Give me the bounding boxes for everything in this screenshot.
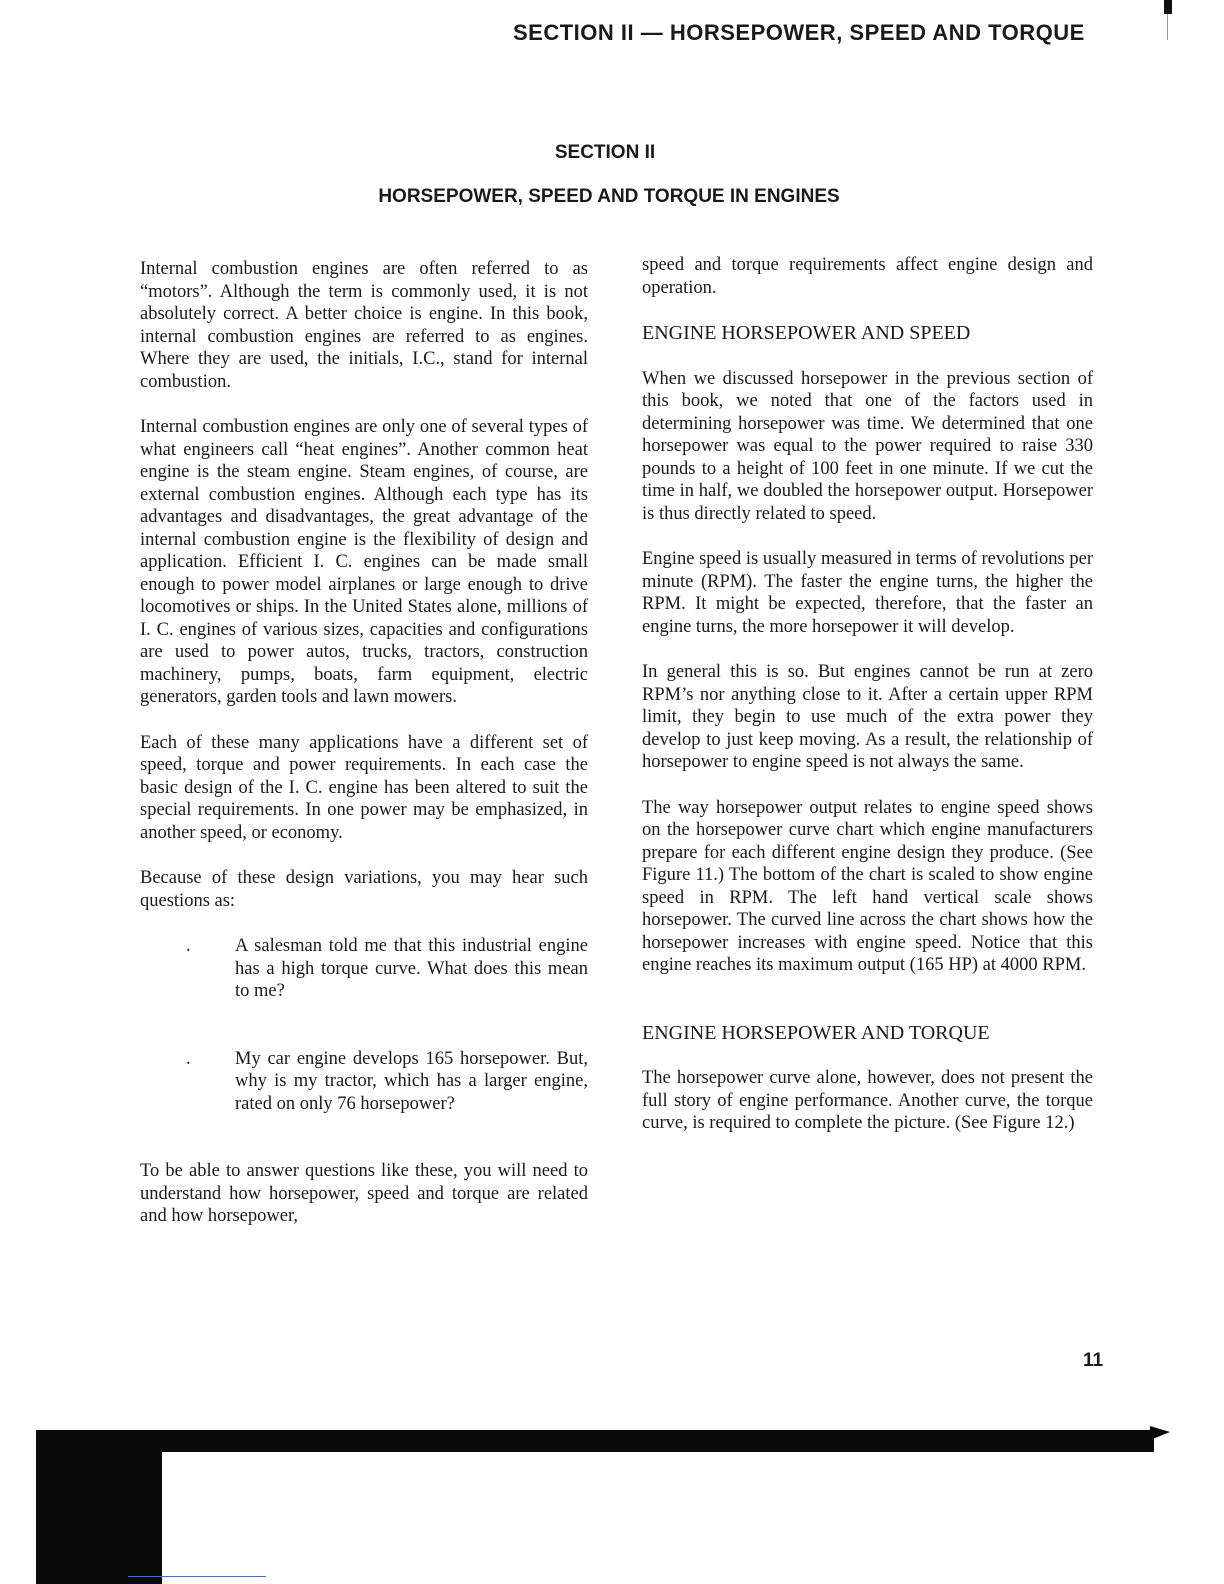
paragraph: Internal combustion engines are often referred to as “motors”. Although the term is commonly used, it is not absolutely correct. A better choice is engine. In this book, internal combustion engines are referred to as engines. Where they are used, the initials, I.C., stand for internal combustion. [140,259,588,392]
paragraph: Each of these many applications have a different set of speed, torque and power requirements. In each case the basic design of the I. C. engine has been altered to suit the special requirements. In one power may be emphasized, in another speed, or economy. [140,732,588,843]
section-title: HORSEPOWER, SPEED AND TORQUE IN ENGINES [378,186,840,207]
bullet-marker: . [186,936,191,956]
bullet-marker: . [186,1048,191,1069]
question-item [140,1048,588,1116]
question-text: My car engine develops 165 horsepower. But, why is my tractor, which has a larger engine, rated on only 76 horsepower? [235,1048,588,1114]
left-column [140,258,588,1251]
paragraph: Engine speed is usually measured in terms of revolutions per minute (RPM). The faster the engine turns, the higher the RPM. It might be expected, therefore, that the faster an engine turns, the more horsepower it will develop. [642,549,1093,637]
paragraph: When we discussed horsepower in the previous section of this book, we noted that one of the factors used in determining horsepower was time. We determined that one horsepower was equal to the power required to raise 330 pounds to a height of 100 feet in one minute. If we cut the time in half, we doubled the horsepower output. Horsepower is thus directly related to speed. [642,368,1093,524]
paragraph: The horsepower curve alone, however, does not present the full story of engine performance. Another curve, the torque curve, is required to complete the picture. (See Figure 12.) [642,1068,1093,1133]
question-item [140,935,588,1003]
scan-corner-tick [1167,14,1168,40]
paragraph: Because of these design variations, you may hear such questions as: [140,868,588,911]
section-label: SECTION II [554,142,656,163]
paragraph: In general this is so. But engines cannot be run at zero RPM’s nor anything close to it. After a certain upper RPM limit, they begin to use much of the extra power they develop to just keep moving. As a result, the relationship of horsepower to engine speed is not always the same. [642,662,1093,772]
paragraph: The way horsepower output relates to engine speed shows on the horsepower curve chart which engine manufacturers prepare for each different engine design they produce. (See Figure 11.) The bottom of the chart is scaled to show engine speed in RPM. The left hand vertical scale shows horsepower. The curved line across the chart shows how the horsepower increases with engine speed. Notice that this engine reaches its maximum output (165 HP) at 4000 RPM. [642,797,1093,975]
scan-corner-mark [1164,0,1172,14]
right-column [642,254,1093,1158]
scan-edge-block [36,1430,162,1584]
paragraph: speed and torque requirements affect engine design and operation. [642,255,1093,298]
question-text: A salesman told me that this industrial engine has a high torque curve. What does this mean to me? [235,936,588,1001]
subheading: ENGINE HORSEPOWER AND TORQUE [642,1021,990,1044]
page-number: 11 [1083,1350,1104,1371]
paragraph: Internal combustion engines are only one of several types of what engineers call “heat engines”. Another common heat engine is the steam engine. Steam engines, of course, are external combustion engines. Although each type has its advantages and disadvantages, the great advantage of the internal combustion engine is the flexibility of design and application. Efficient I. C. engines can be made small enough to power model airplanes or large enough to drive locomotives or ships. In the United States alone, millions of I. C. engines of various sizes, capacities and configurations are used to power autos, trucks, tractors, construction machinery, pumps, boats, farm equipment, electric generators, garden tools and lawn mowers. [140,417,588,707]
scan-edge-tip [1150,1426,1170,1440]
scan-edge-bar [36,1430,1154,1452]
scan-edge-line [128,1576,266,1577]
paragraph: To be able to answer questions like these, you will need to understand how horsepower, speed and torque are related and how horsepower, [140,1161,588,1226]
subheading: ENGINE HORSEPOWER AND SPEED [642,322,971,344]
running-header: SECTION II — HORSEPOWER, SPEED AND TORQUE [513,20,1085,45]
